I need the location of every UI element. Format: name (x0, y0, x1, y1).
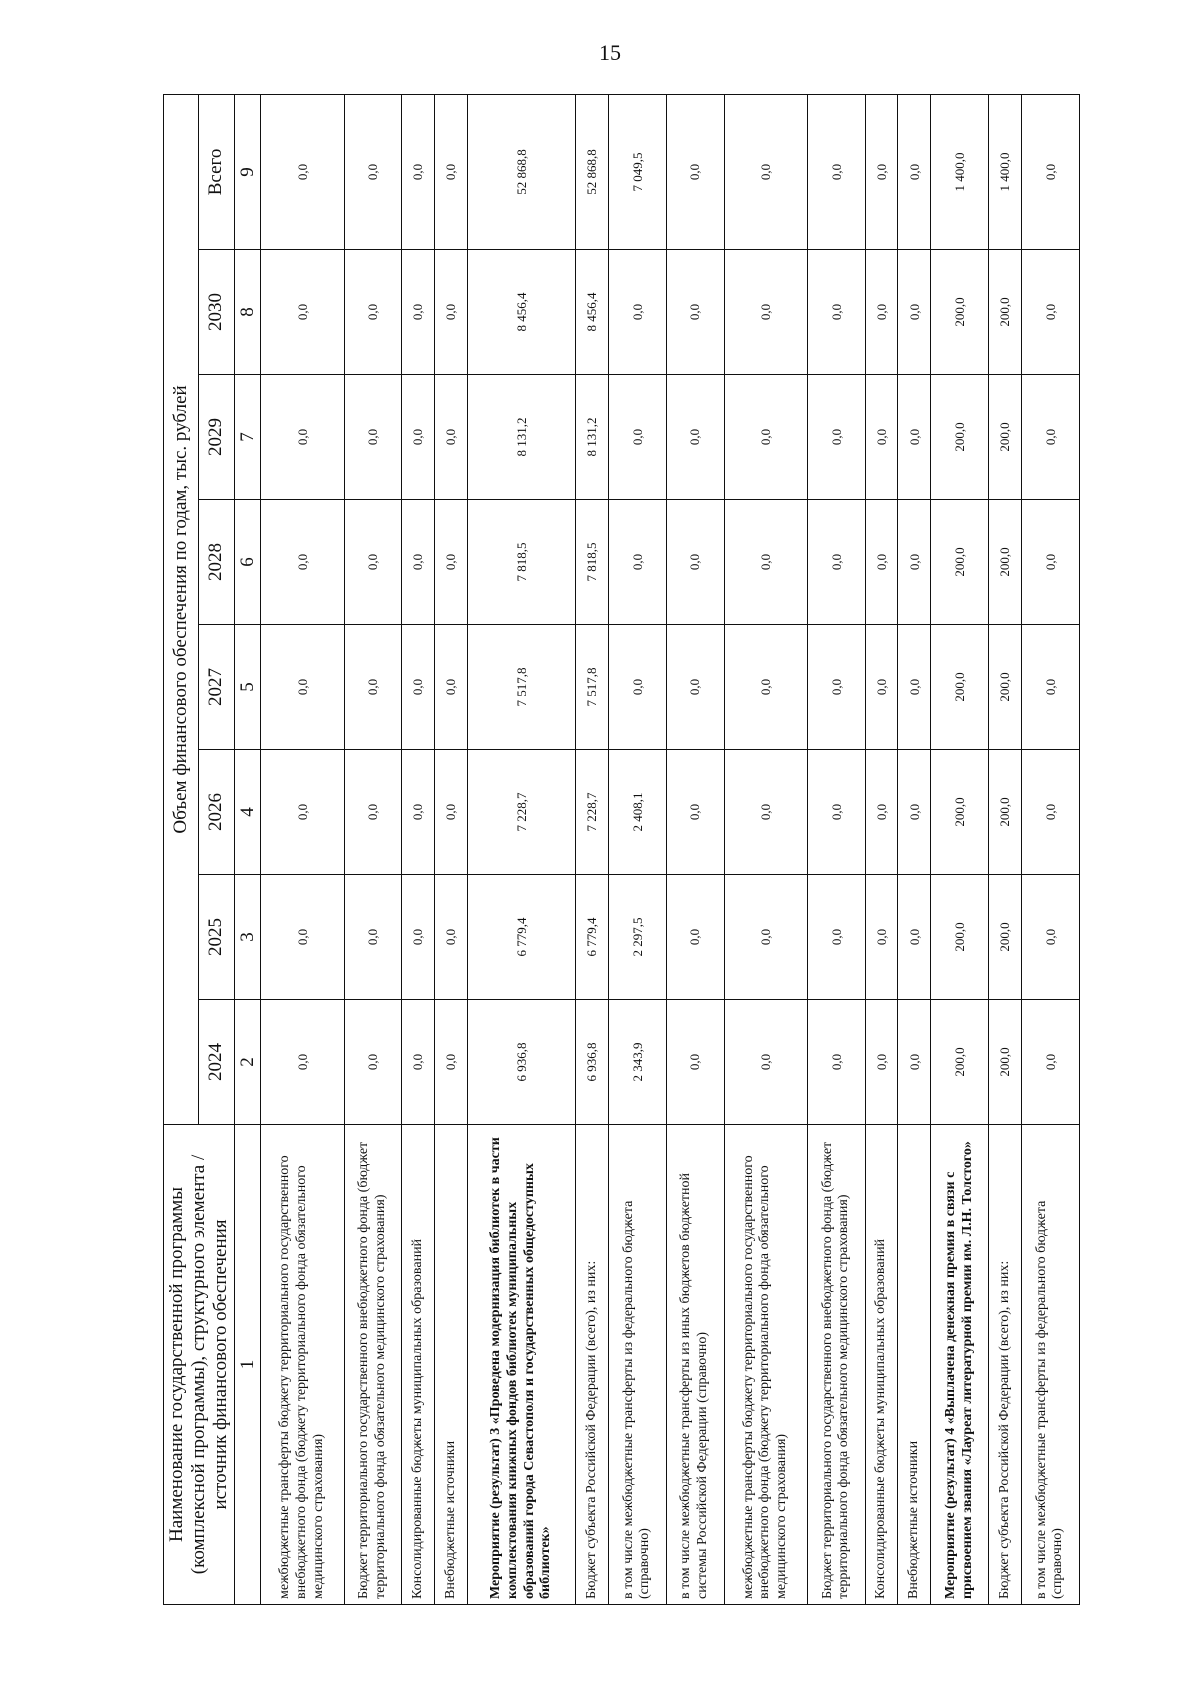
table-row (865, 94, 898, 1604)
table-body (261, 94, 1079, 1604)
value-cell: 6 779,4 (576, 875, 609, 1000)
value-cell: 0,0 (898, 375, 931, 500)
value-cell: 200,0 (931, 625, 989, 750)
value-cell: 200,0 (931, 500, 989, 625)
year-header: 2024 (199, 1000, 234, 1125)
table-row (989, 94, 1022, 1604)
value-cell: 0,0 (666, 375, 724, 500)
page-number: 15 (599, 40, 621, 65)
value-cell: 0,0 (807, 94, 865, 249)
value-cell: 0,0 (666, 250, 724, 375)
row-label: Бюджет субъекта Российской Федерации (всего), из них: (576, 1125, 609, 1605)
value-cell: 6 936,8 (576, 1000, 609, 1125)
value-cell: 0,0 (402, 750, 435, 875)
value-cell: 0,0 (435, 500, 468, 625)
value-cell: 8 456,4 (576, 250, 609, 375)
financing-table (163, 94, 1080, 1605)
value-cell: 0,0 (807, 750, 865, 875)
value-cell: 200,0 (989, 750, 1022, 875)
value-cell: 0,0 (724, 625, 807, 750)
value-cell: 7 517,8 (467, 625, 575, 750)
value-cell: 0,0 (402, 94, 435, 249)
table-row (402, 94, 435, 1604)
value-cell: 0,0 (865, 750, 898, 875)
value-cell: 0,0 (261, 500, 344, 625)
year-header: 2026 (199, 750, 234, 875)
row-label: Бюджет территориального государственного внебюджетного фонда (бюджет территориального фонда обязательного медицинского страхования) (344, 1125, 402, 1605)
value-cell: 8 131,2 (467, 375, 575, 500)
value-cell: 0,0 (261, 750, 344, 875)
table-row (898, 94, 931, 1604)
value-cell: 0,0 (344, 375, 402, 500)
value-cell: 8 131,2 (576, 375, 609, 500)
value-cell: 0,0 (666, 94, 724, 249)
table-row (608, 94, 666, 1604)
table-row (576, 94, 609, 1604)
header-row-1 (164, 94, 199, 1604)
value-cell: 0,0 (898, 625, 931, 750)
value-cell: 0,0 (807, 625, 865, 750)
value-cell: 0,0 (261, 250, 344, 375)
value-cell: 200,0 (931, 1000, 989, 1125)
value-cell: 0,0 (865, 1000, 898, 1125)
value-cell: 0,0 (435, 250, 468, 375)
value-cell: 0,0 (898, 250, 931, 375)
value-cell: 0,0 (666, 1000, 724, 1125)
value-cell: 1 400,0 (989, 94, 1022, 249)
value-cell: 0,0 (435, 750, 468, 875)
value-cell: 0,0 (666, 625, 724, 750)
value-cell: 0,0 (344, 500, 402, 625)
value-cell: 200,0 (989, 1000, 1022, 1125)
column-number-header: 1 (234, 1125, 261, 1605)
value-cell: 0,0 (344, 94, 402, 249)
value-cell: 0,0 (807, 875, 865, 1000)
value-cell: 0,0 (344, 625, 402, 750)
value-cell: 7 818,5 (576, 500, 609, 625)
value-cell: 0,0 (261, 94, 344, 249)
value-cell: 200,0 (989, 875, 1022, 1000)
value-cell: 0,0 (435, 1000, 468, 1125)
value-cell: 0,0 (344, 750, 402, 875)
value-cell: 0,0 (865, 94, 898, 249)
column-number-header: 5 (234, 625, 261, 750)
value-cell: 8 456,4 (467, 250, 575, 375)
value-cell: 0,0 (898, 94, 931, 249)
value-cell: 0,0 (898, 750, 931, 875)
column-number-header: 7 (234, 375, 261, 500)
row-label: Бюджет территориального государственного внебюджетного фонда (бюджет территориального фонда обязательного медицинского страхования) (807, 1125, 865, 1605)
value-cell: 7 228,7 (576, 750, 609, 875)
row-label: в том числе межбюджетные трансферты из федерального бюджета (справочно) (608, 1125, 666, 1605)
row-label: Внебюджетные источники (435, 1125, 468, 1605)
value-cell: 0,0 (1021, 250, 1079, 375)
value-cell: 0,0 (1021, 500, 1079, 625)
value-cell: 0,0 (435, 875, 468, 1000)
value-cell: 0,0 (1021, 625, 1079, 750)
value-cell: 7 818,5 (467, 500, 575, 625)
value-cell: 0,0 (865, 875, 898, 1000)
value-cell: 0,0 (608, 500, 666, 625)
value-cell: 0,0 (865, 625, 898, 750)
value-cell: 7 228,7 (467, 750, 575, 875)
group-header: Объем финансового обеспечения по годам, тыс. рублей (164, 94, 199, 1124)
value-cell: 2 297,5 (608, 875, 666, 1000)
value-cell: 0,0 (608, 250, 666, 375)
row-label: в том числе межбюджетные трансферты из федерального бюджета (справочно) (1021, 1125, 1079, 1605)
table-row (666, 94, 724, 1604)
value-cell: 0,0 (402, 875, 435, 1000)
row-label: Внебюджетные источники (898, 1125, 931, 1605)
value-cell: 0,0 (1021, 750, 1079, 875)
row-label: Мероприятие (результат) 4 «Выплачена денежная премия в связи с присвоением звания «Лауреат литературной премии им. Л.Н. Толстого» (931, 1125, 989, 1605)
table-row (807, 94, 865, 1604)
value-cell: 0,0 (1021, 94, 1079, 249)
value-cell: 0,0 (1021, 1000, 1079, 1125)
value-cell: 200,0 (989, 500, 1022, 625)
column-number-header: 9 (234, 94, 261, 249)
value-cell: 1 400,0 (931, 94, 989, 249)
value-cell: 0,0 (865, 500, 898, 625)
value-cell: 0,0 (402, 625, 435, 750)
value-cell: 0,0 (724, 250, 807, 375)
year-header: 2025 (199, 875, 234, 1000)
column-number-header: 6 (234, 500, 261, 625)
value-cell: 200,0 (931, 250, 989, 375)
rotated-table-wrapper (163, 95, 1066, 1605)
value-cell: 0,0 (261, 625, 344, 750)
value-cell: 0,0 (865, 375, 898, 500)
value-cell: 0,0 (807, 1000, 865, 1125)
value-cell: 0,0 (1021, 875, 1079, 1000)
value-cell: 0,0 (435, 375, 468, 500)
value-cell: 0,0 (344, 1000, 402, 1125)
table-row (724, 94, 807, 1604)
value-cell: 0,0 (608, 375, 666, 500)
row-label: межбюджетные трансферты бюджету территориального государственного внебюджетного фонда (бюджету территориального фонда обязательного медицинского страхования) (724, 1125, 807, 1605)
col1-header: Наименование государственной программы (комплексной программы), структурного элемента / источник финансового обеспечения (164, 1125, 235, 1605)
value-cell: 0,0 (402, 250, 435, 375)
value-cell: 2 408,1 (608, 750, 666, 875)
value-cell: 0,0 (898, 875, 931, 1000)
table-row (435, 94, 468, 1604)
year-header: 2029 (199, 375, 234, 500)
value-cell: 200,0 (931, 750, 989, 875)
value-cell: 200,0 (989, 375, 1022, 500)
value-cell: 0,0 (898, 1000, 931, 1125)
value-cell: 7 049,5 (608, 94, 666, 249)
value-cell: 0,0 (261, 875, 344, 1000)
value-cell: 0,0 (666, 750, 724, 875)
value-cell: 200,0 (931, 375, 989, 500)
column-number-header: 2 (234, 1000, 261, 1125)
value-cell: 6 936,8 (467, 1000, 575, 1125)
year-header: 2028 (199, 500, 234, 625)
year-header: 2027 (199, 625, 234, 750)
table-row (1021, 94, 1079, 1604)
value-cell: 0,0 (261, 375, 344, 500)
row-label: в том числе межбюджетные трансферты из иных бюджетов бюджетной системы Российской Федерации (справочно) (666, 1125, 724, 1605)
value-cell: 0,0 (261, 1000, 344, 1125)
value-cell: 200,0 (989, 250, 1022, 375)
value-cell: 200,0 (989, 625, 1022, 750)
value-cell: 0,0 (807, 375, 865, 500)
value-cell: 0,0 (666, 875, 724, 1000)
table-row (261, 94, 344, 1604)
row-label: Мероприятие (результат) 3 «Проведена модернизация библиотек в части комплектования книжных фондов библиотек муниципальных образований города Севастополя и государственных общедоступных библиотек» (467, 1125, 575, 1605)
value-cell: 0,0 (666, 500, 724, 625)
value-cell: 0,0 (724, 500, 807, 625)
value-cell: 0,0 (1021, 375, 1079, 500)
year-header: 2030 (199, 250, 234, 375)
value-cell: 0,0 (402, 500, 435, 625)
value-cell: 0,0 (807, 250, 865, 375)
value-cell: 0,0 (724, 1000, 807, 1125)
value-cell: 200,0 (931, 875, 989, 1000)
value-cell: 0,0 (724, 875, 807, 1000)
value-cell: 0,0 (724, 750, 807, 875)
value-cell: 2 343,9 (608, 1000, 666, 1125)
row-label: Бюджет субъекта Российской Федерации (всего), из них: (989, 1125, 1022, 1605)
value-cell: 0,0 (724, 375, 807, 500)
value-cell: 0,0 (807, 500, 865, 625)
value-cell: 0,0 (865, 250, 898, 375)
column-number-header: 8 (234, 250, 261, 375)
year-header: Всего (199, 94, 234, 249)
column-number-header: 3 (234, 875, 261, 1000)
header-row-column-numbers (234, 94, 261, 1604)
value-cell: 0,0 (435, 625, 468, 750)
value-cell: 7 517,8 (576, 625, 609, 750)
value-cell: 0,0 (608, 625, 666, 750)
value-cell: 0,0 (344, 875, 402, 1000)
row-label: Консолидированные бюджеты муниципальных образований (865, 1125, 898, 1605)
table-row (931, 94, 989, 1604)
column-number-header: 4 (234, 750, 261, 875)
value-cell: 0,0 (402, 1000, 435, 1125)
table-row (344, 94, 402, 1604)
value-cell: 0,0 (724, 94, 807, 249)
table-row (467, 94, 575, 1604)
value-cell: 6 779,4 (467, 875, 575, 1000)
value-cell: 0,0 (402, 375, 435, 500)
value-cell: 52 868,8 (576, 94, 609, 249)
value-cell: 0,0 (344, 250, 402, 375)
value-cell: 0,0 (898, 500, 931, 625)
row-label: Консолидированные бюджеты муниципальных образований (402, 1125, 435, 1605)
value-cell: 52 868,8 (467, 94, 575, 249)
row-label: межбюджетные трансферты бюджету территориального государственного внебюджетного фонда (бюджету территориального фонда обязательного медицинского страхования) (261, 1125, 344, 1605)
value-cell: 0,0 (435, 94, 468, 249)
